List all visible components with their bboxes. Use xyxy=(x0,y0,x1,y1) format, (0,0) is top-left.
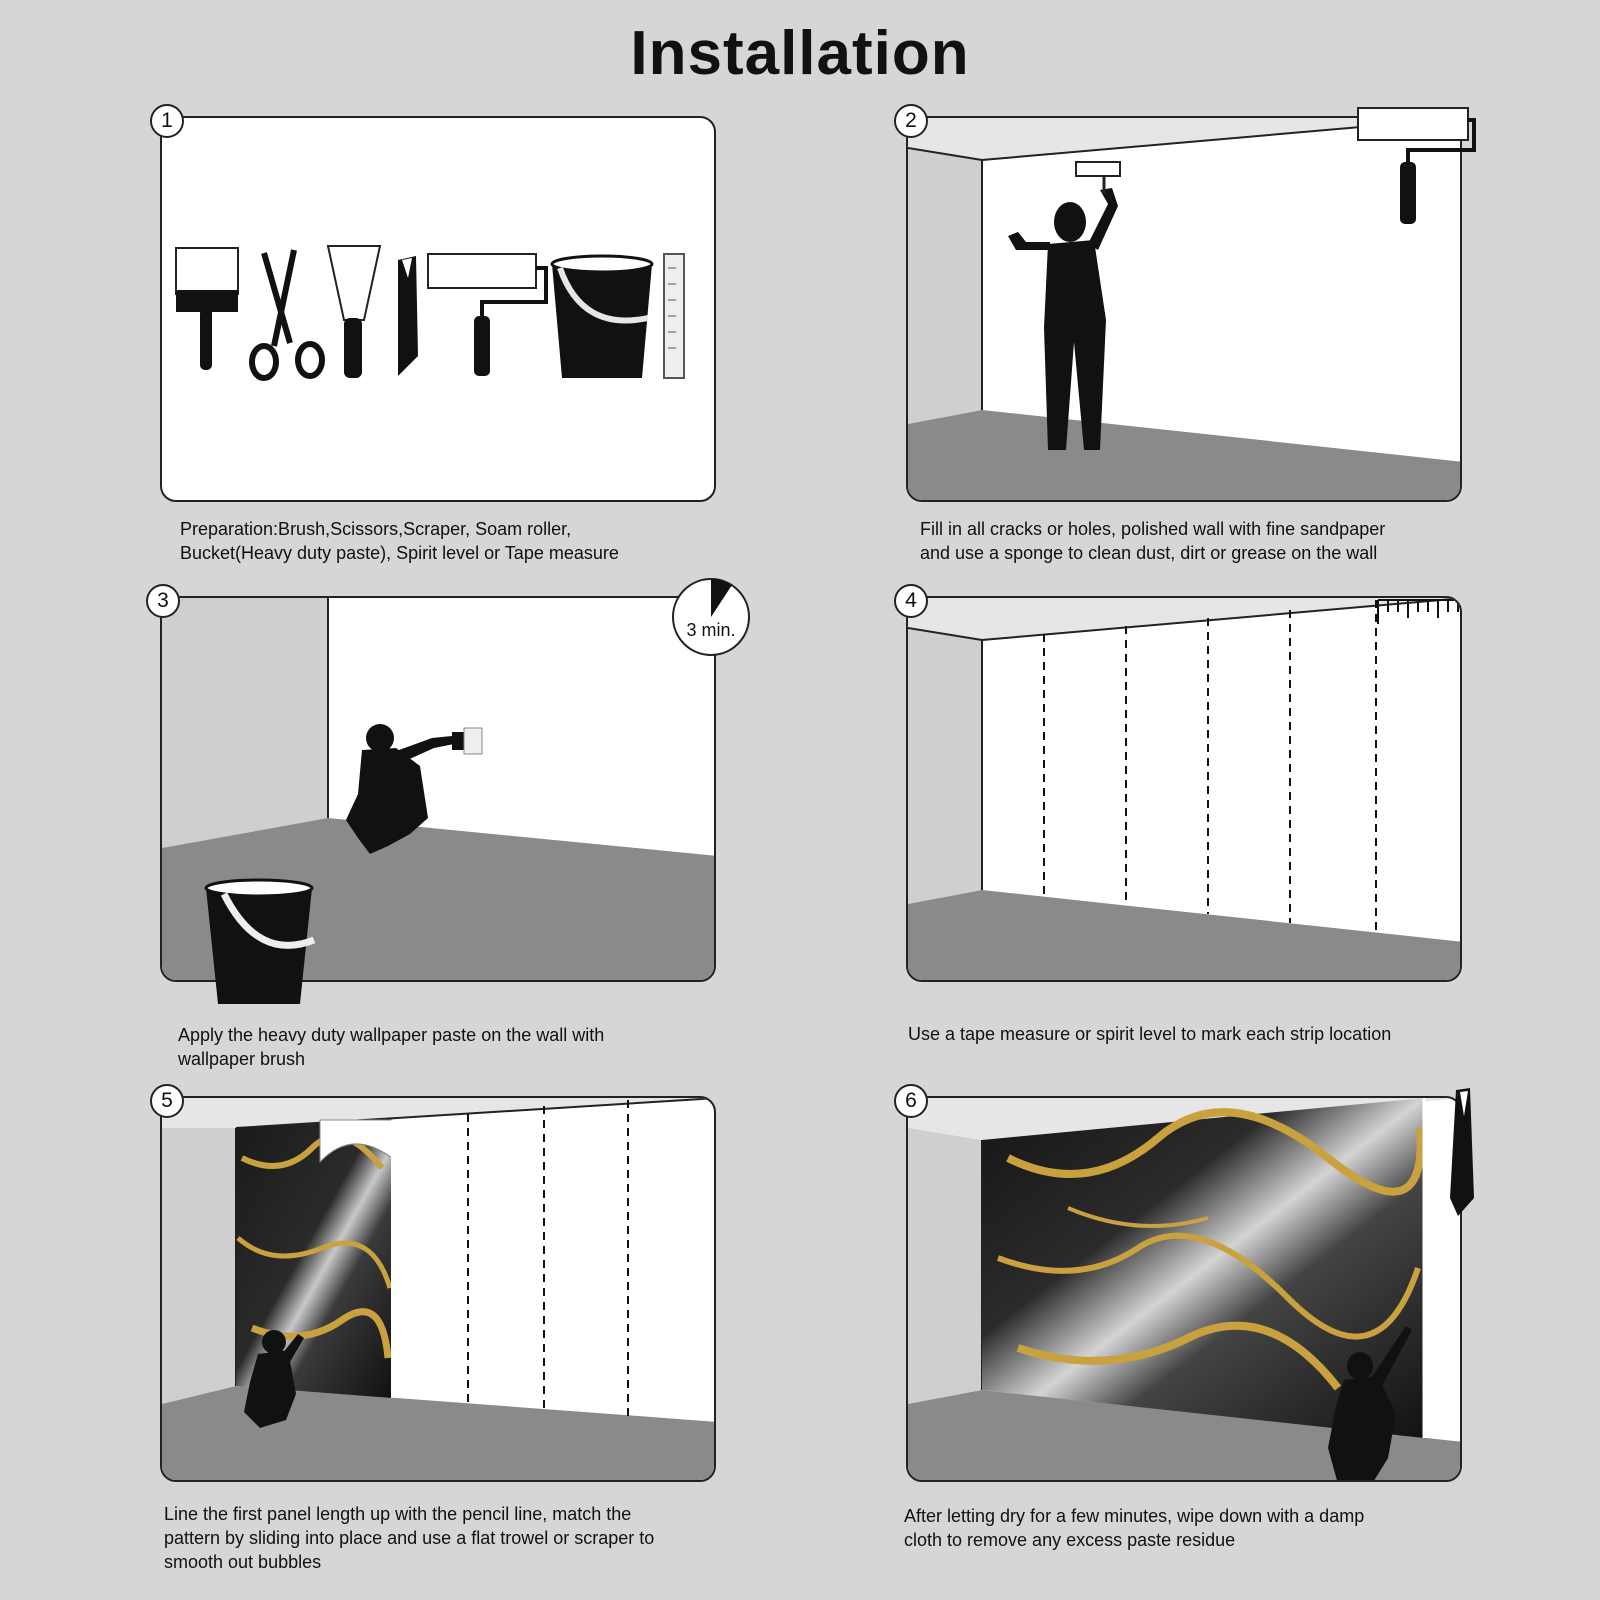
step-3-caption: Apply the heavy duty wallpaper paste on the wall with wallpaper brush xyxy=(178,1025,605,1069)
utility-knife-icon xyxy=(398,256,418,376)
paint-roller-icon xyxy=(428,254,546,376)
step-2-badge: 2 xyxy=(894,104,928,138)
step-4-caption: Use a tape measure or spirit level to mark each strip location xyxy=(908,1024,1392,1044)
step-3-badge: 3 xyxy=(146,584,180,618)
brush-icon xyxy=(176,248,238,370)
paint-roller-icon xyxy=(1356,106,1476,241)
paint-brush-icon xyxy=(452,728,482,754)
person-silhouette-icon xyxy=(1008,188,1118,450)
step-1-caption: Preparation:Brush,Scissors,Scraper, Soam roller, Bucket(Heavy duty paste), Spirit level or Tape measure xyxy=(180,519,619,563)
step-6-badge: 6 xyxy=(894,1084,928,1118)
step-5-illustration xyxy=(160,1096,716,1482)
step-1-badge: 1 xyxy=(150,104,184,138)
step-5-caption: Line the first panel length up with the pencil line, match the pattern by sliding into place and use a flat trowel or scraper to smooth out bubbles xyxy=(164,1504,655,1572)
timer-clock-icon xyxy=(670,576,752,658)
bucket-icon xyxy=(202,878,322,1013)
step-4-illustration xyxy=(906,596,1462,982)
step-5-badge: 5 xyxy=(150,1084,184,1118)
strip-guide-lines xyxy=(468,1100,628,1416)
step-6-caption: After letting dry for a few minutes, wipe down with a damp cloth to remove any excess paste residue xyxy=(904,1506,1365,1550)
step-2-caption: Fill in all cracks or holes, polished wall with fine sandpaper and use a sponge to clean dust, dirt or grease on the wall xyxy=(920,519,1386,563)
timer-label: 3 min. xyxy=(686,620,736,640)
strip-guide-lines xyxy=(1044,600,1376,932)
step-6-illustration xyxy=(906,1096,1462,1482)
paint-roller-icon xyxy=(1076,162,1120,194)
ruler-icon xyxy=(664,254,684,378)
utility-knife-icon xyxy=(1444,1088,1480,1223)
bucket-icon xyxy=(552,256,652,378)
step-4-badge: 4 xyxy=(894,584,928,618)
page-title: Installation xyxy=(630,19,970,88)
scissors-icon xyxy=(252,250,322,378)
scraper-icon xyxy=(328,246,380,378)
step-1-illustration xyxy=(160,116,716,502)
